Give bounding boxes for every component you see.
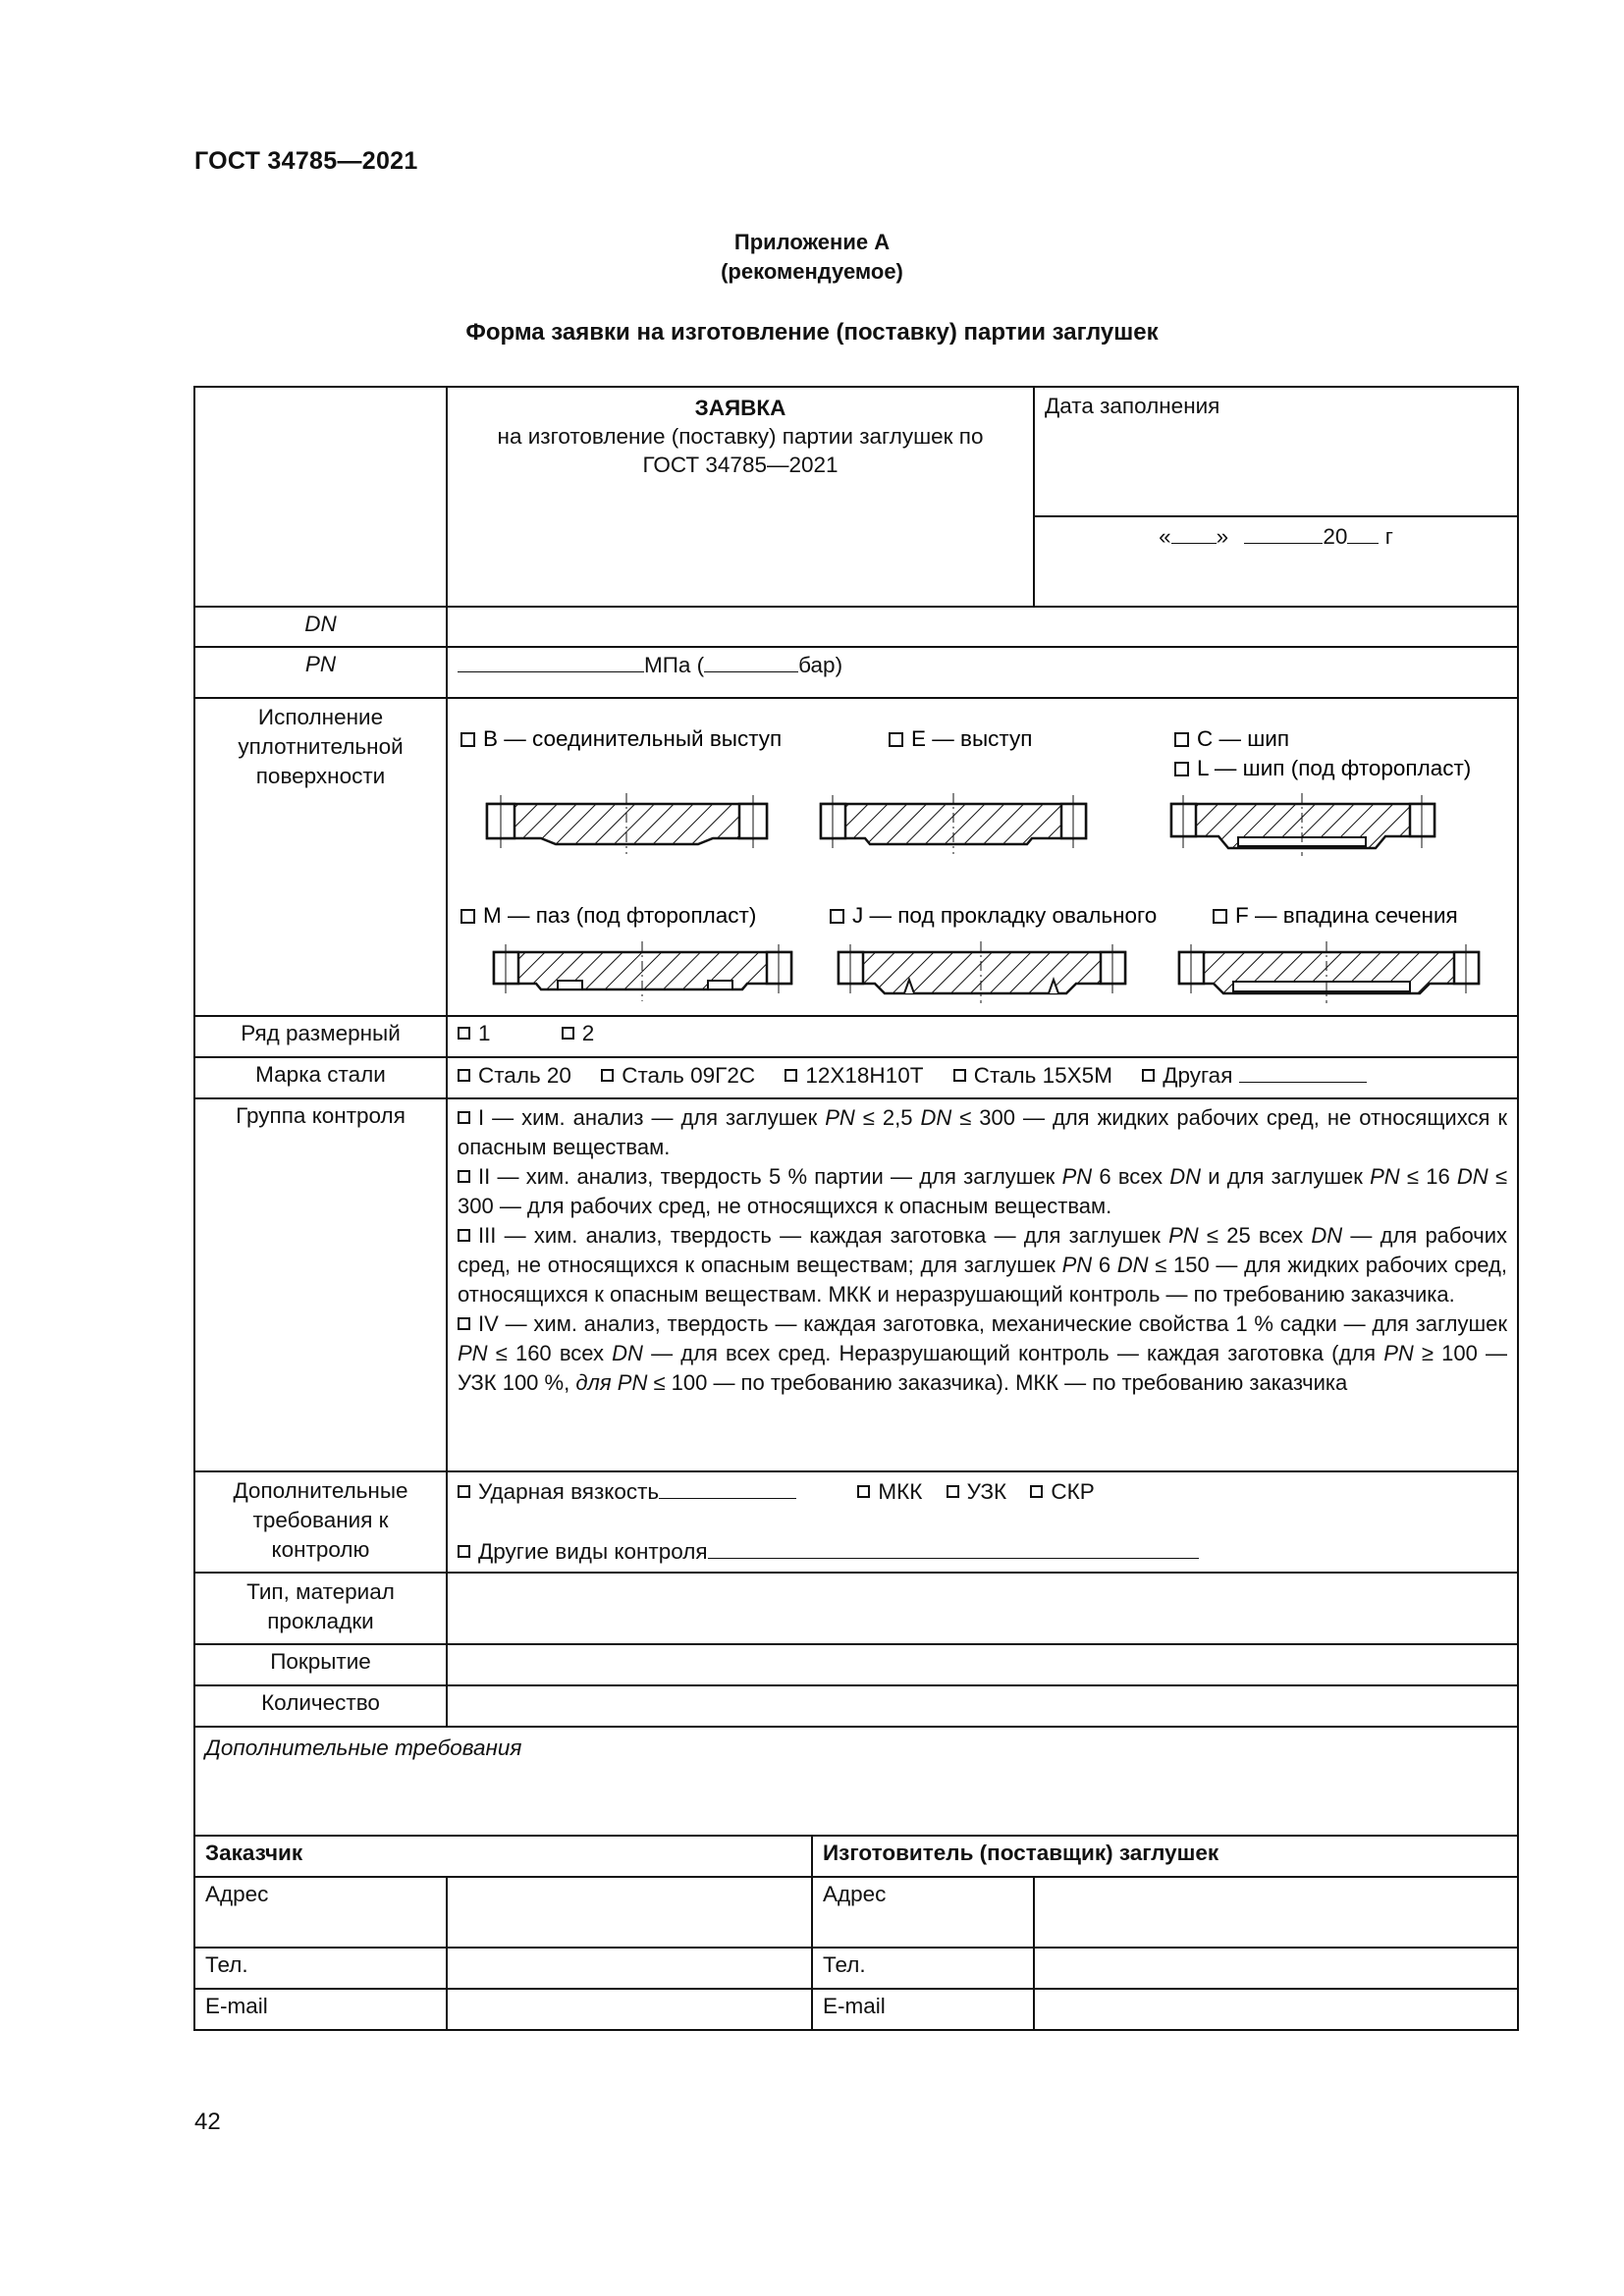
form-title: Форма заявки на изготовление (поставку) партии заглушек [465,319,1159,346]
option-e[interactable] [890,726,1032,751]
checkbox-group-4[interactable] [458,1317,470,1330]
checkbox-group-3[interactable] [458,1229,470,1242]
gasket-field[interactable] [447,1573,1518,1644]
steel-option-12x18n10t[interactable]: 12Х18Н10Т [785,1061,923,1091]
size-row-options [447,1016,1518,1057]
customer-phone-label: Тел. [194,1948,447,1989]
checkbox-steel-12x18n10t[interactable] [785,1069,797,1082]
checkbox-steel-09g2s[interactable] [601,1069,614,1082]
steel-option-15x5m[interactable]: Сталь 15Х5М [953,1061,1112,1091]
impact-option[interactable]: Ударная вязкость [458,1476,796,1507]
dn-label: DN [194,607,447,647]
checkbox-other-control[interactable] [458,1545,470,1558]
control-group-3[interactable]: III — хим. анализ, твердость — каждая заготовка — для заглушек PN ≤ 25 всех DN — для рабочих сред, не относящихся к опасным веществам; для заглушек PN 6 DN ≤ 150 — для жидких рабочих сред, относящихся к опасным веществам. МКК и неразрушающий контроль — по требованию заказчика. [458,1223,1508,1307]
option-j-label: J — под прокладку овального [852,903,1158,928]
control-group-4[interactable]: IV — хим. анализ, твердость — каждая заготовка, механические свойства 1 % садки — для заглушек PN ≤ 160 всех DN — для всех сред. Неразрушающий контроль — каждая заготовка (для PN ≥ 100 — УЗК 100 %, для PN ≤ 100 — по требованию заказчика). МКК — по требованию заказчика [458,1311,1508,1395]
quantity-field[interactable] [447,1685,1518,1727]
other-control-option[interactable]: Другие виды контроля [458,1536,1507,1567]
pn-value-field[interactable]: МПа ( бар) [447,647,1518,698]
drawing-e-icon [821,793,1086,854]
manufacturer-phone-label: Тел. [812,1948,1034,1989]
option-b[interactable] [461,726,782,751]
manufacturer-email-label: E-mail [812,1989,1034,2030]
option-e-label: E — выступ [911,726,1033,751]
request-title-cell [447,387,1034,607]
document-header: ГОСТ 34785—2021 [194,147,418,175]
manufacturer-phone-field[interactable] [1034,1948,1518,1989]
checkbox-mkk[interactable] [857,1485,870,1498]
checkbox-steel-other[interactable] [1142,1069,1155,1082]
skr-option[interactable]: СКР [1030,1477,1094,1507]
control-group-options [447,1098,1518,1471]
request-subtitle-1: на изготовление (поставку) партии заглушек по [497,424,984,449]
steel-option-20[interactable]: Сталь 20 [458,1061,571,1091]
checkbox-l[interactable] [1175,763,1188,775]
checkbox-uzk[interactable] [947,1485,959,1498]
manufacturer-address-field[interactable] [1034,1877,1518,1948]
drawing-j-icon [839,941,1125,1003]
option-j[interactable] [831,903,1157,928]
steel-grade-label: Марка стали [194,1057,447,1098]
mkk-option[interactable]: МКК [857,1477,922,1507]
customer-heading: Заказчик [194,1836,812,1877]
option-l-label: L — шип (под фторопласт) [1197,756,1472,780]
date-field[interactable]: « » 20 г [1034,516,1518,607]
appendix-heading [0,228,1624,287]
steel-option-09g2s[interactable]: Сталь 09Г2С [601,1061,755,1091]
control-group-label: Группа контроля [194,1098,447,1471]
customer-email-label: E-mail [194,1989,447,2030]
request-form-table [193,386,1519,2031]
manufacturer-address-label: Адрес [812,1877,1034,1948]
steel-grade-options [447,1057,1518,1098]
manufacturer-heading: Изготовитель (поставщик) заглушек [812,1836,1518,1877]
checkbox-c[interactable] [1175,733,1188,746]
option-c[interactable] [1175,726,1289,751]
customer-address-label: Адрес [194,1877,447,1948]
customer-address-field[interactable] [447,1877,812,1948]
checkbox-group-2[interactable] [458,1170,470,1183]
drawing-f-icon [1179,941,1479,1003]
checkbox-steel-15x5m[interactable] [953,1069,966,1082]
control-group-2[interactable]: II — хим. анализ, твердость 5 % партии — для заглушек PN 6 всех DN и для заглушек PN ≤ 16 DN ≤ 300 — для рабочих сред, не относящихся к опасным веществам. [458,1164,1508,1218]
customer-email-field[interactable] [447,1989,812,2030]
size-row-label: Ряд размерный [194,1016,447,1057]
size-option-2[interactable]: 2 [562,1019,595,1048]
steel-option-other[interactable]: Другая [1142,1060,1366,1091]
extra-control-options [447,1471,1518,1573]
sealing-surface-options [447,698,1518,1016]
appendix-title: Приложение А [733,230,891,254]
checkbox-e[interactable] [890,733,902,746]
appendix-kind: (рекомендуемое) [721,259,903,284]
sealing-surface-label: Исполнение уплотнительной поверхности [194,698,447,1016]
option-m-label: M — паз (под фторопласт) [483,903,757,928]
customer-phone-field[interactable] [447,1948,812,1989]
manufacturer-email-field[interactable] [1034,1989,1518,2030]
coating-label: Покрытие [194,1644,447,1685]
option-m[interactable] [461,903,756,928]
checkbox-f[interactable] [1214,910,1226,923]
drawing-b-icon [487,793,767,854]
quantity-label: Количество [194,1685,447,1727]
sealing-surface-svg [448,699,1519,1015]
checkbox-size-2[interactable] [562,1027,574,1040]
page-number: 42 [194,2109,221,2135]
checkbox-group-1[interactable] [458,1111,470,1124]
option-b-label: B — соединительный выступ [483,726,783,751]
drawing-c-icon [1171,793,1435,856]
checkbox-j[interactable] [831,910,843,923]
blank-corner-cell [194,387,447,607]
option-c-label: C — шип [1197,726,1290,751]
request-title: ЗАЯВКА [694,396,786,420]
checkbox-b[interactable] [461,733,474,746]
gasket-label: Тип, материал прокладки [194,1573,447,1644]
pn-label: PN [194,647,447,698]
extra-requirements-field[interactable] [194,1727,1518,1836]
drawing-m-icon [494,941,791,1001]
checkbox-skr[interactable] [1030,1485,1043,1498]
date-label: Дата заполнения [1034,387,1518,516]
checkbox-impact[interactable] [458,1485,470,1498]
dn-value-field[interactable] [447,607,1518,647]
checkbox-size-1[interactable] [458,1027,470,1040]
size-option-1[interactable]: 1 [458,1019,491,1048]
option-f[interactable] [1214,903,1458,928]
extra-control-label: Дополнительные требования к контролю [194,1471,447,1573]
option-l[interactable] [1175,756,1471,780]
checkbox-steel-20[interactable] [458,1069,470,1082]
uzk-option[interactable]: УЗК [947,1477,1007,1507]
checkbox-m[interactable] [461,910,474,923]
option-f-label: F — впадина сечения [1235,903,1458,928]
coating-field[interactable] [447,1644,1518,1685]
extra-requirements-label: Дополнительные требования [205,1735,522,1760]
request-subtitle-2: ГОСТ 34785—2021 [642,453,839,477]
control-group-1[interactable]: I — хим. анализ — для заглушек PN ≤ 2,5 DN ≤ 300 — для жидких рабочих сред, не относящихся к опасным веществам. [458,1105,1508,1159]
